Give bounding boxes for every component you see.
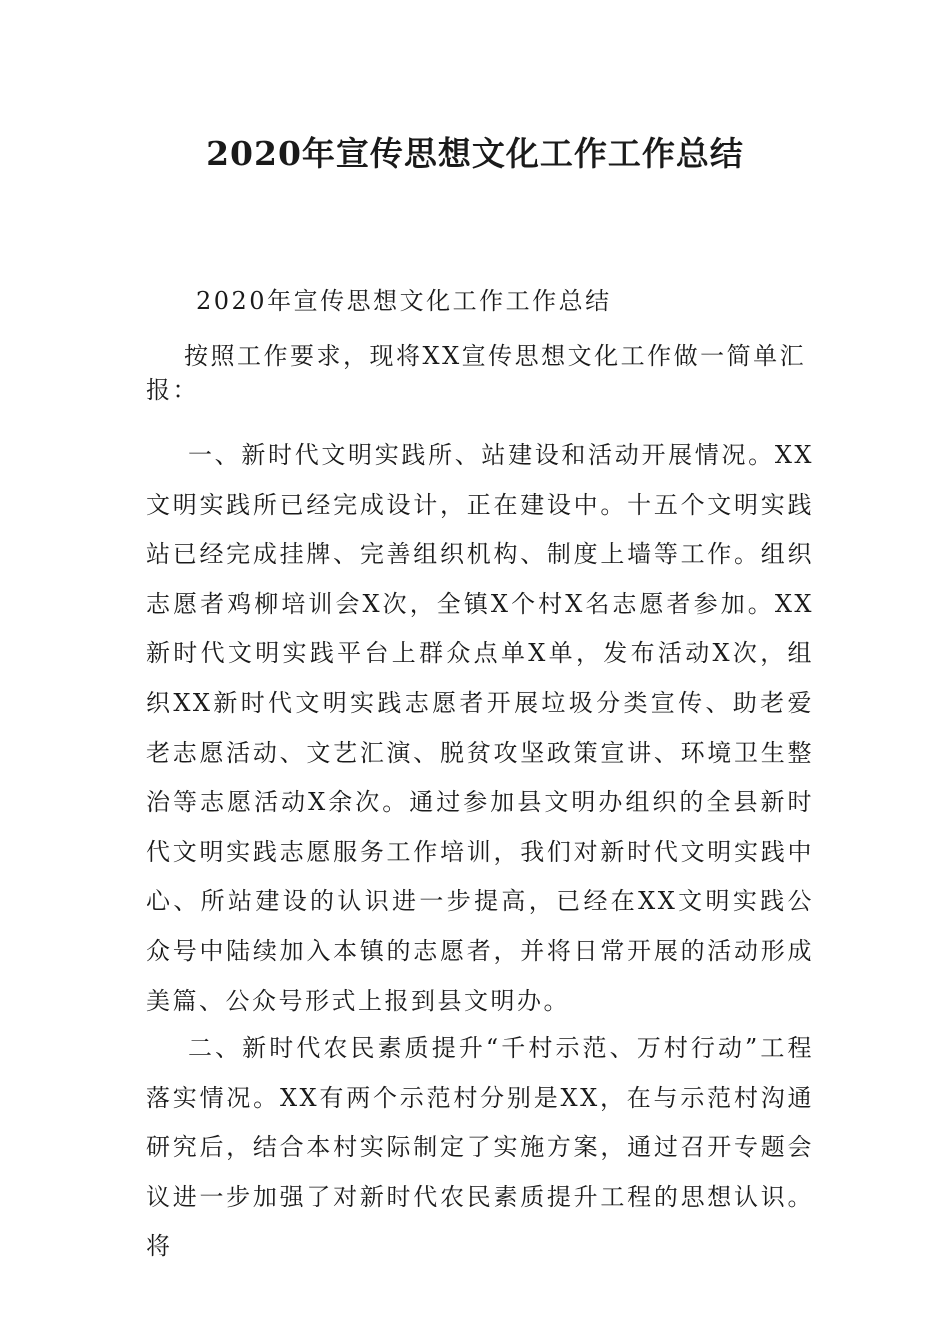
document-title: 2020年宣传思想文化工作工作总结 (206, 134, 744, 173)
paragraph-section-2: 二、新时代农民素质提升“千村示范、万村行动”工程落实情况。XX有两个示范村分别是XX，在与示范村沟通研究后，结合本村实际制定了实施方案，通过召开专题会议进一步加强了对新时代农民素质提升工程的思想认识。将 (146, 1034, 814, 1261)
intro-paragraph: 按照工作要求，现将XX宣传思想文化工作做一简单汇报： (146, 342, 807, 404)
document-subtitle: 2020年宣传思想文化工作工作总结 (196, 287, 612, 315)
paragraph-section-1: 一、新时代文明实践所、站建设和活动开展情况。XX文明实践所已经完成设计，正在建设中。十五个文明实践站已经完成挂牌、完善组织机构、制度上墙等工作。组织志愿者鸡柳培训会X次，全镇X个村X名志愿者参加。XX新时代文明实践平台上群众点单X单，发布活动X次，组织XX新时代文明实践志愿者开展垃圾分类宣传、助老爱老志愿活动、文艺汇演、脱贫攻坚政策宣讲、环境卫生整治等志愿活动X余次。通过参加县文明办组织的全县新时代文明实践志愿服务工作培训，我们对新时代文明实践中心、所站建设的认识进一步提高，已经在XX文明实践公众号中陆续加入本镇的志愿者，并将日常开展的活动形成美篇、公众号形式上报到县文明办。 (146, 441, 814, 1015)
